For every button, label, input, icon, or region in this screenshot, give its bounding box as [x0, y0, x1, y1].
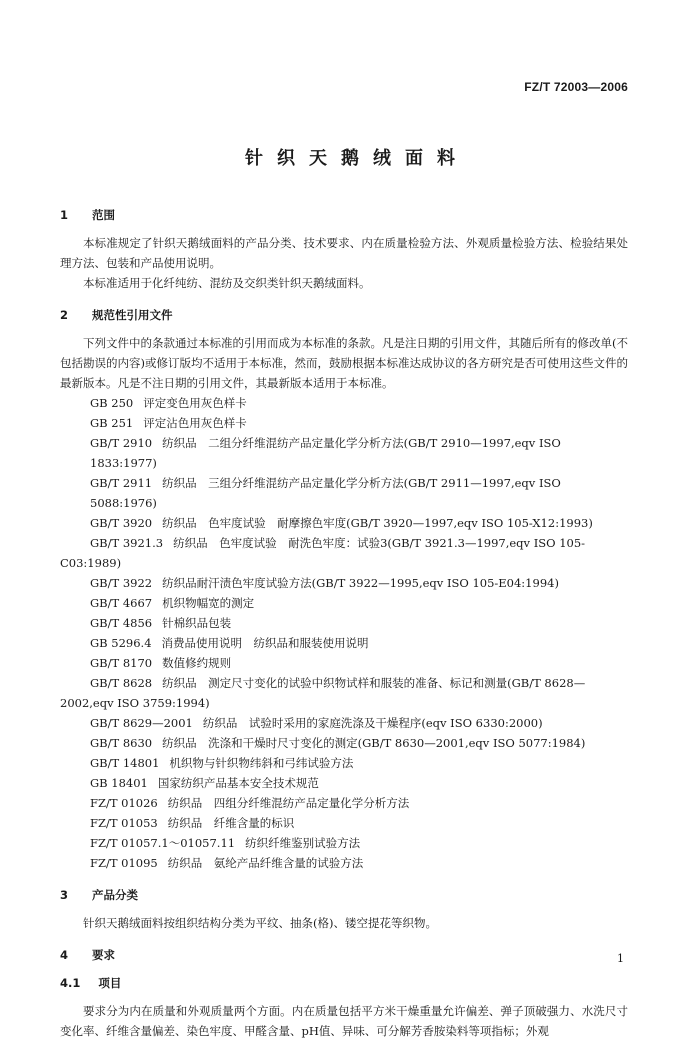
reference-code: FZ/T 01057.1～01057.11 [90, 836, 236, 850]
reference-code: FZ/T 01095 [90, 856, 158, 870]
reference-title: 数值修约规则 [162, 656, 232, 670]
section-4-para: 要求分为内在质量和外观质量两个方面。内在质量包括平方米干燥重量允许偏差、弹子顶破强力、水洗尺寸变化率、纤维含量偏差、染色牢度、甲醛含量、pH值、异味、可分解芳香胺染料等项指标；外观 [60, 1004, 628, 1038]
reference-title: 针棉织品包装 [162, 616, 232, 630]
reference-title: 国家纺织产品基本安全技术规范 [157, 776, 319, 790]
reference-code: GB/T 3920 [90, 516, 153, 530]
reference-item [60, 513, 628, 533]
normative-references-list [60, 393, 628, 873]
reference-item [60, 573, 628, 593]
reference-title: 纺织品 纤维含量的标识 [167, 816, 295, 830]
section-number: 3 [60, 888, 69, 902]
page-number: 1 [617, 952, 624, 965]
reference-item [60, 413, 628, 433]
section-number: 2 [60, 308, 69, 322]
reference-code: GB/T 2911 [90, 476, 153, 490]
reference-code: GB/T 3922 [90, 576, 153, 590]
standard-code: FZ/T 72003—2006 [524, 80, 628, 94]
reference-item [60, 593, 628, 613]
section-1-para-1: 本标准规定了针织天鹅绒面料的产品分类、技术要求、内在质量检验方法、外观质量检验方法、检验结果处理方法、包装和产品使用说明。 [60, 236, 628, 270]
section-2-intro: 下列文件中的条款通过本标准的引用而成为本标准的条款。凡是注日期的引用文件，其随后所有的修改单(不包括勘误的内容)或修订版均不适用于本标准，然而，鼓励根据本标准达成协议的各方研究是否可使用这些文件的最新版本。凡是不注日期的引用文件，其最新版本适用于本标准。 [60, 336, 628, 390]
reference-code: GB/T 3921.3 [90, 536, 164, 550]
reference-item [60, 393, 628, 413]
reference-code: GB/T 2910 [90, 436, 153, 450]
section-title: 范围 [92, 208, 115, 222]
reference-title: 纺织品 色牢度试验 耐洗色牢度：试验3(GB/T 3921.3—1997,eqv ISO 105-C03:1989) [60, 536, 586, 570]
reference-title: 机织物与针织物纬斜和弓纬试验方法 [169, 756, 354, 770]
reference-item [60, 653, 628, 673]
reference-code: GB/T 8170 [90, 656, 153, 670]
section-1-para-2: 本标准适用于化纤纯纺、混纺及交织类针织天鹅绒面料。 [83, 276, 371, 290]
section-title: 规范性引用文件 [92, 308, 173, 322]
section-2-heading [60, 305, 628, 325]
reference-item [60, 673, 628, 713]
reference-item [60, 613, 628, 633]
section-number: 1 [60, 208, 69, 222]
reference-item [60, 793, 628, 813]
reference-code: FZ/T 01053 [90, 816, 158, 830]
section-title: 要求 [92, 948, 115, 962]
reference-code: GB/T 4856 [90, 616, 153, 630]
reference-title: 纺织品 四组分纤维混纺产品定量化学分析方法 [167, 796, 410, 810]
reference-title: 纺织品 测定尺寸变化的试验中织物试样和服装的准备、标记和测量(GB/T 8628—2002,eqv ISO 3759:1994) [60, 676, 586, 710]
subsection-number: 4.1 [60, 976, 81, 990]
reference-item [60, 473, 628, 513]
reference-code: GB 5296.4 [90, 636, 152, 650]
reference-item [60, 533, 628, 573]
reference-code: GB/T 4667 [90, 596, 153, 610]
reference-title: 纺织纤维鉴别试验方法 [245, 836, 361, 850]
reference-title: 纺织品 洗涤和干燥时尺寸变化的测定(GB/T 8630—2001,eqv ISO 5077:1984) [162, 736, 586, 750]
reference-title: 纺织品 二组分纤维混纺产品定量化学分析方法(GB/T 2910—1997,eqv ISO 1833:1977) [90, 436, 561, 470]
reference-title: 纺织品 试验时采用的家庭洗涤及干燥程序(eqv ISO 6330:2000) [202, 716, 543, 730]
reference-code: GB 18401 [90, 776, 148, 790]
reference-code: GB/T 8630 [90, 736, 153, 750]
reference-title: 纺织品 氨纶产品纤维含量的试验方法 [167, 856, 364, 870]
reference-code: GB/T 14801 [90, 756, 160, 770]
reference-code: GB 251 [90, 416, 134, 430]
reference-code: GB/T 8629—2001 [90, 716, 193, 730]
reference-code: GB/T 8628 [90, 676, 153, 690]
document-title: 针织天鹅绒面料 [245, 148, 469, 169]
section-3-heading [60, 885, 628, 905]
reference-code: GB 250 [90, 396, 134, 410]
reference-title: 消费品使用说明 纺织品和服装使用说明 [161, 636, 369, 650]
reference-item [60, 433, 628, 473]
reference-item [60, 633, 628, 653]
section-4-heading [60, 945, 628, 965]
subsection-4-1-heading [60, 973, 628, 993]
section-title: 产品分类 [92, 888, 138, 902]
section-number: 4 [60, 948, 69, 962]
reference-title: 评定变色用灰色样卡 [143, 396, 247, 410]
document-body [60, 205, 628, 1041]
reference-title: 纺织品耐汗渍色牢度试验方法(GB/T 3922—1995,eqv ISO 105-E04:1994) [162, 576, 559, 590]
reference-title: 纺织品 三组分纤维混纺产品定量化学分析方法(GB/T 2911—1997,eqv ISO 5088:1976) [90, 476, 561, 510]
reference-code: FZ/T 01026 [90, 796, 158, 810]
subsection-title: 项目 [98, 976, 122, 990]
section-1-heading [60, 205, 628, 225]
reference-title: 评定沾色用灰色样卡 [143, 416, 247, 430]
reference-item [60, 813, 628, 833]
section-3-para: 针织天鹅绒面料按组织结构分类为平纹、抽条(格)、镂空提花等织物。 [83, 916, 437, 930]
reference-item [60, 753, 628, 773]
reference-title: 纺织品 色牢度试验 耐摩擦色牢度(GB/T 3920—1997,eqv ISO 105-X12:1993) [162, 516, 593, 530]
reference-item [60, 773, 628, 793]
reference-item [60, 833, 628, 853]
reference-item [60, 733, 628, 753]
reference-item [60, 853, 628, 873]
reference-item [60, 713, 628, 733]
reference-title: 机织物幅宽的测定 [162, 596, 255, 610]
